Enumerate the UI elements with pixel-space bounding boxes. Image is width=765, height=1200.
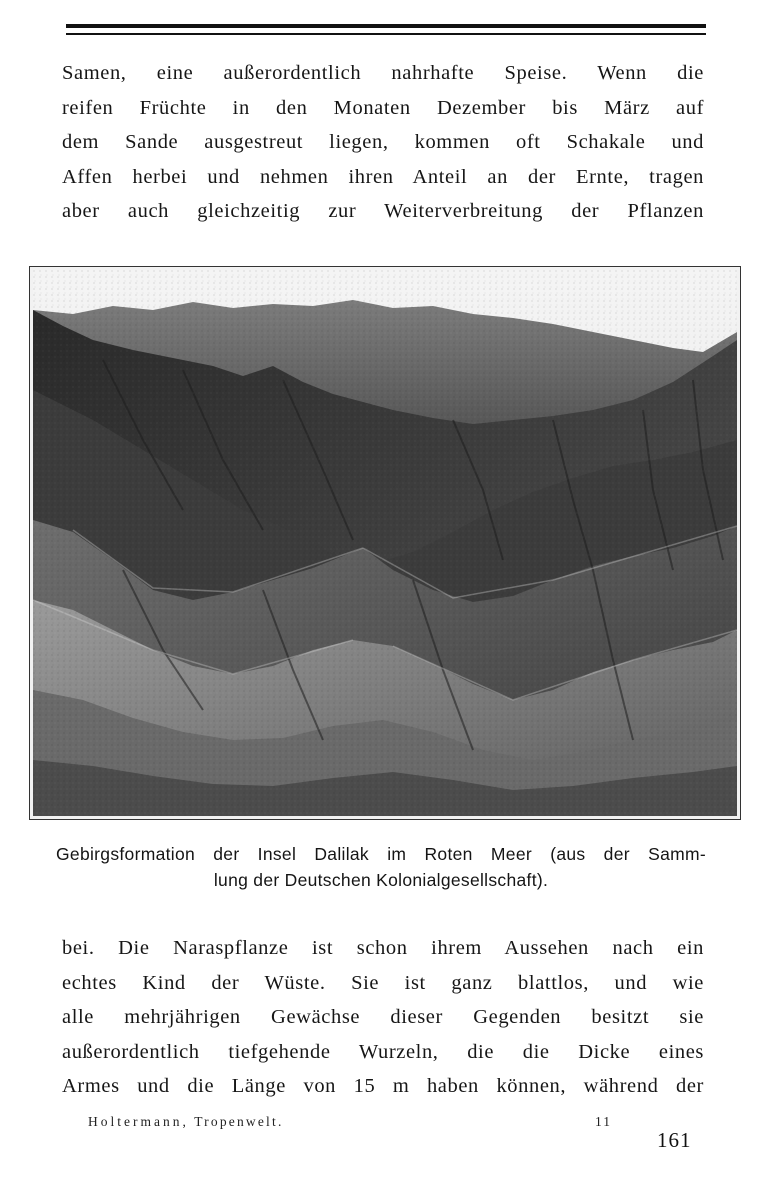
text-line: außerordentlich tiefgehende Wurzeln, die die Dicke eines: [62, 1040, 704, 1063]
mountain-photograph: [29, 266, 741, 820]
header-rule-thick: [66, 24, 706, 28]
signature-mark: 11: [595, 1114, 612, 1129]
mountain-photo-image: [33, 270, 737, 816]
caption-line: Gebirgsformation der Insel Dalilak im Roten Meer (aus der Samm-: [56, 844, 706, 864]
figure-caption: [56, 841, 706, 893]
header-rule-thin: [66, 33, 706, 35]
text-line: reifen Früchte in den Monaten Dezember bis März auf: [62, 96, 704, 119]
caption-line: lung der Deutschen Kolonialgesellschaft).: [213, 870, 549, 890]
footer-title: Tropenwelt.: [194, 1114, 284, 1129]
top-paragraph: [62, 56, 704, 229]
text-line: bei. Die Naraspflanze ist schon ihrem Aussehen nach ein: [62, 937, 704, 959]
text-line: echtes Kind der Wüste. Sie ist ganz blattlos, und wie: [62, 971, 704, 994]
text-line: dem Sande ausgestreut liegen, kommen oft Schakale und: [62, 131, 704, 153]
header-double-rule: [66, 22, 706, 37]
text-line: alle mehrjährigen Gewächse dieser Gegenden besitzt sie: [62, 1006, 704, 1028]
text-line: Affen herbei und nehmen ihren Anteil an der Ernte, tragen: [62, 165, 704, 188]
text-line: Samen, eine außerordentlich nahrhafte Speise. Wenn die: [62, 62, 704, 84]
bottom-paragraph: [62, 931, 704, 1104]
text-line: aber auch gleichzeitig zur Weiterverbreitung der Pflanzen: [62, 200, 704, 222]
page-number: 161: [657, 1128, 692, 1152]
text-line: Armes und die Länge von 15 m haben können, während der: [62, 1075, 704, 1097]
footer-author: Holtermann,: [88, 1114, 189, 1129]
footer-author-title: [88, 1114, 284, 1130]
